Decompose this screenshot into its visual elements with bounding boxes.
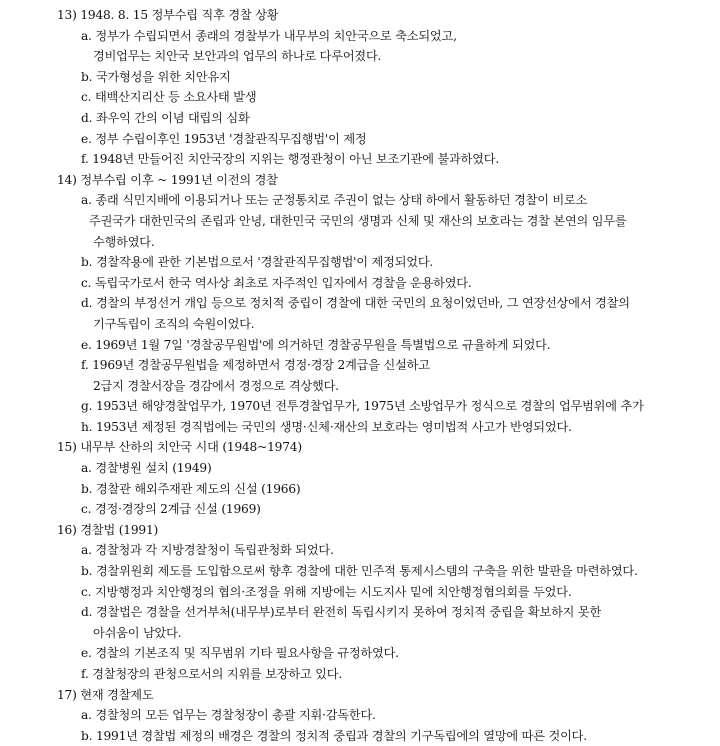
- list-item-continuation: 기구독립이 조직의 숙원이었다.: [93, 316, 255, 331]
- section-heading: 16) 경찰법 (1991): [57, 522, 159, 537]
- list-item-continuation: 경비업무는 치안국 보안과의 업무의 하나로 다루어졌다.: [93, 49, 382, 64]
- list-item: d. 경찰법은 경찰을 선거부처(내무부)로부터 완전히 독립시키지 못하여 정치적 중립을 확보하지 못한: [81, 605, 602, 620]
- list-item: b. 경찰위원회 제도를 도입함으로써 향후 경찰에 대한 민주적 통제시스템의 구축을 위한 발판을 마련하였다.: [81, 564, 638, 579]
- list-item: h. 1953년 제정된 경직법에는 국민의 생명·신체·재산의 보호라는 영미법적 사고가 반영되었다.: [81, 419, 572, 434]
- section-heading: 15) 내무부 산하의 치안국 시대 (1948~1974): [57, 440, 302, 455]
- list-item-continuation: 수행하였다.: [93, 234, 155, 249]
- list-item: e. 정부 수립이후인 1953년 '경찰관직무집행법'이 제정: [81, 131, 367, 146]
- list-item: c. 지방행정과 치안행정의 협의·조정을 위해 지방에는 시도지사 밑에 치안행정협의회를 두었다.: [81, 584, 572, 599]
- list-item: a. 경찰청과 각 지방경찰청이 독립관청화 되었다.: [81, 543, 334, 558]
- list-item: a. 정부가 수립되면서 종래의 경찰부가 내무부의 치안국으로 축소되었고,: [81, 28, 457, 43]
- list-item: g. 1953년 해양경찰업무가, 1970년 전투경찰업무가, 1975년 소방업무가 정식으로 경찰의 업무범위에 추가: [81, 399, 644, 414]
- list-item-continuation: 2급지 경찰서장을 경감에서 경정으로 격상했다.: [93, 378, 339, 393]
- list-item: e. 경찰의 기본조직 및 직무범위 기타 필요사항을 규정하였다.: [81, 646, 399, 661]
- list-item-continuation: 주권국가 대한민국의 존립과 안녕, 대한민국 국민의 생명과 신체 및 재산의 보호라는 경찰 본연의 임무를: [89, 213, 627, 228]
- list-item: b. 1991년 경찰법 제정의 배경은 경찰의 정치적 중립과 경찰의 기구독립에의 열망에 따른 것이다.: [81, 728, 587, 743]
- list-item-continuation: 아쉬움이 남았다.: [93, 625, 182, 640]
- list-item: e. 1969년 1월 7일 '경찰공무원법'에 의거하던 경찰공무원을 특별법으로 규율하게 되었다.: [81, 337, 551, 352]
- section-heading: 13) 1948. 8. 15 정부수립 직후 경찰 상황: [57, 8, 279, 22]
- list-item: b. 경찰작용에 관한 기본법으로서 '경찰관직무집행법'이 제정되었다.: [81, 255, 434, 270]
- list-item: f. 1948년 만들어진 치안국장의 지위는 행정관청이 아닌 보조기관에 불과하였다.: [81, 152, 500, 167]
- list-item: c. 태백산지리산 등 소요사태 발생: [81, 90, 257, 105]
- list-item: b. 국가형성을 위한 치안유지: [81, 69, 231, 84]
- list-item: d. 좌우익 간의 이념 대립의 심화: [81, 110, 250, 125]
- list-item: b. 경찰관 해외주재관 제도의 신설 (1966): [81, 481, 301, 496]
- list-item: d. 경찰의 부정선거 개입 등으로 정치적 중립이 경찰에 대한 국민의 요청이었던바, 그 연장선상에서 경찰의: [81, 296, 630, 311]
- list-item: f. 1969년 경찰공무원법을 제정하면서 경정·경장 2계급을 신설하고: [81, 358, 430, 373]
- list-item: c. 독립국가로서 한국 역사상 최초로 자주적인 입자에서 경찰을 운용하였다.: [81, 275, 472, 290]
- list-item: a. 경찰청의 모든 업무는 경찰청장이 총괄 지휘·감독한다.: [81, 708, 376, 723]
- list-item: a. 종래 식민지배에 이용되거나 또는 군정통치로 주권이 없는 상태 하에서 활동하던 경찰이 비로소: [81, 193, 588, 208]
- section-heading: 17) 현재 경찰제도: [57, 687, 154, 702]
- section-heading: 14) 정부수립 이후 ~ 1991년 이전의 경찰: [57, 172, 278, 187]
- list-item: f. 경찰청장의 관청으로서의 지위를 보장하고 있다.: [81, 667, 343, 681]
- list-item: a. 경찰병원 설치 (1949): [81, 461, 212, 476]
- list-item: c. 경정·경장의 2계급 신설 (1969): [81, 502, 261, 517]
